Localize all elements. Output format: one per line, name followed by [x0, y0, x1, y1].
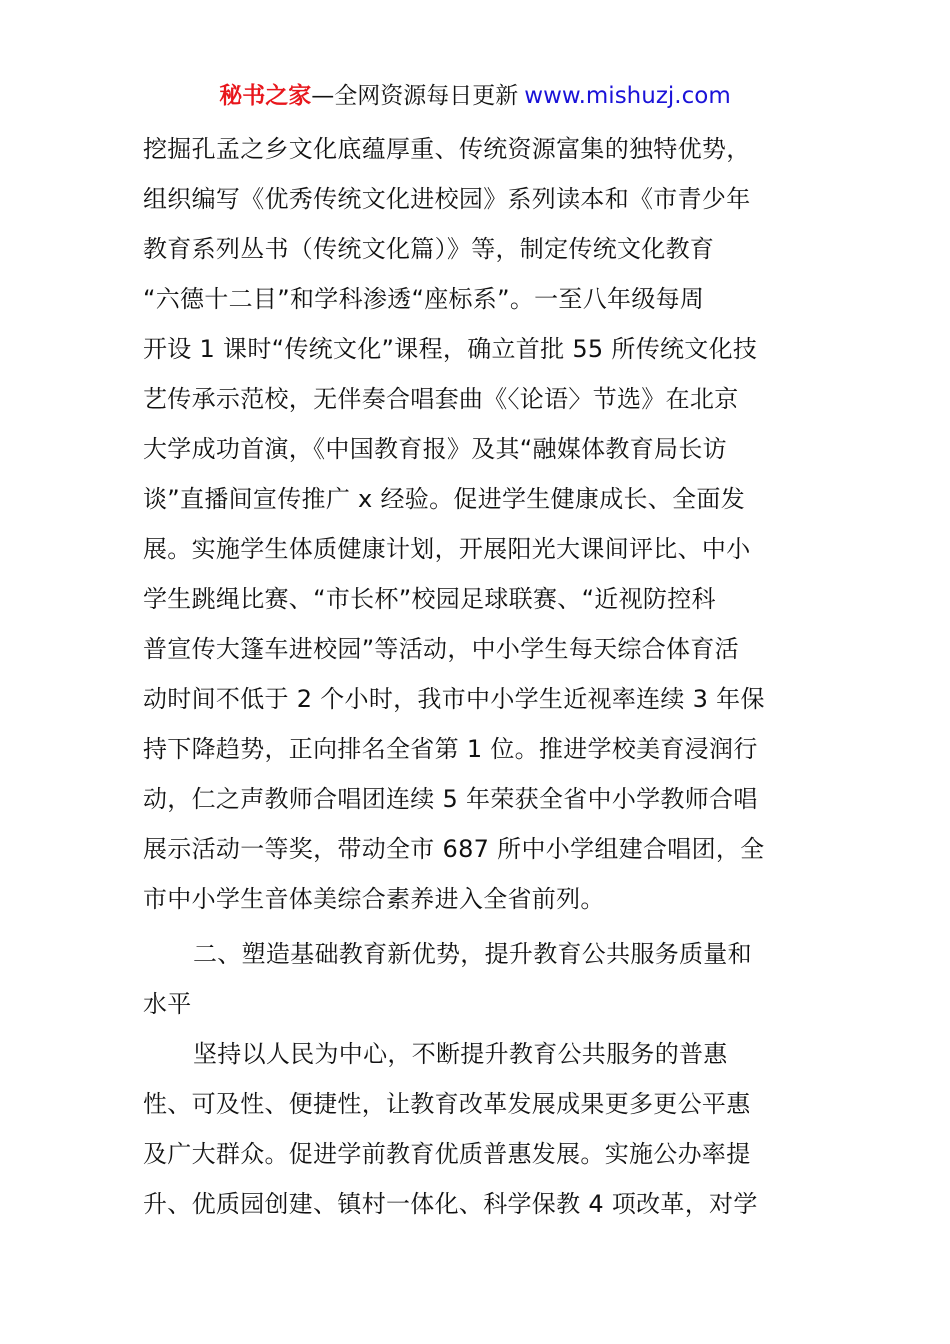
text-line: 动，仁之声教师合唱团连续 5 年荣获全省中小学教师合唱	[143, 785, 758, 813]
heading-line: 二、塑造基础教育新优势，提升教育公共服务质量和	[193, 940, 752, 968]
text-line: “六德十二目”和学科渗透“座标系”。一至八年级每周	[143, 285, 705, 313]
text-line: 谈”直播间宣传推广 x 经验。促进学生健康成长、全面发	[143, 485, 745, 513]
section-heading	[143, 929, 809, 1029]
text-line: 教育系列丛书（传统文化篇）》等，制定传统文化教育	[143, 235, 715, 263]
site-url-link[interactable]: www.mishuzj.com	[524, 83, 731, 109]
text-line: 组织编写《优秀传统文化进校园》系列读本和《市青少年	[143, 185, 751, 213]
text-line: 持下降趋势，正向排名全省第 1 位。推进学校美育浸润行	[143, 735, 758, 763]
text-line: 升、优质园创建、镇村一体化、科学保教 4 项改革，对学	[143, 1190, 758, 1218]
text-line: 普宣传大篷车进校园”等活动，中小学生每天综合体育活	[143, 635, 739, 663]
text-line: 展示活动一等奖，带动全市 687 所中小学组建合唱团，全	[143, 835, 765, 863]
text-line: 艺传承示范校，无伴奏合唱套曲《〈论语〉节选》在北京	[143, 385, 739, 413]
text-line: 性、可及性、便捷性，让教育改革发展成果更多更公平惠	[143, 1090, 751, 1118]
text-line: 展。实施学生体质健康计划，开展阳光大课间评比、中小	[143, 535, 751, 563]
text-line: 坚持以人民为中心，不断提升教育公共服务的普惠	[193, 1040, 728, 1068]
site-header	[0, 80, 950, 112]
paragraph-1	[143, 124, 809, 924]
text-line: 挖掘孔孟之乡文化底蕴厚重、传统资源富集的独特优势，	[143, 135, 751, 163]
text-line: 学生跳绳比赛、“市长杯”校园足球联赛、“近视防控科	[143, 585, 716, 613]
document-body	[143, 124, 809, 1229]
text-line: 大学成功首演，《中国教育报》及其“融媒体教育局长访	[143, 435, 727, 463]
heading-line: 水平	[143, 990, 192, 1018]
text-line: 市中小学生音体美综合素养进入全省前列。	[143, 885, 605, 913]
paragraph-2	[143, 1029, 809, 1229]
text-line: 动时间不低于 2 个小时，我市中小学生近视率连续 3 年保	[143, 685, 765, 713]
header-tagline: —全网资源每日更新	[311, 83, 519, 109]
text-line: 开设 1 课时“传统文化”课程，确立首批 55 所传统文化技	[143, 335, 758, 363]
brand-name: 秘书之家	[219, 83, 312, 109]
text-line: 及广大群众。促进学前教育优质普惠发展。实施公办率提	[143, 1140, 751, 1168]
